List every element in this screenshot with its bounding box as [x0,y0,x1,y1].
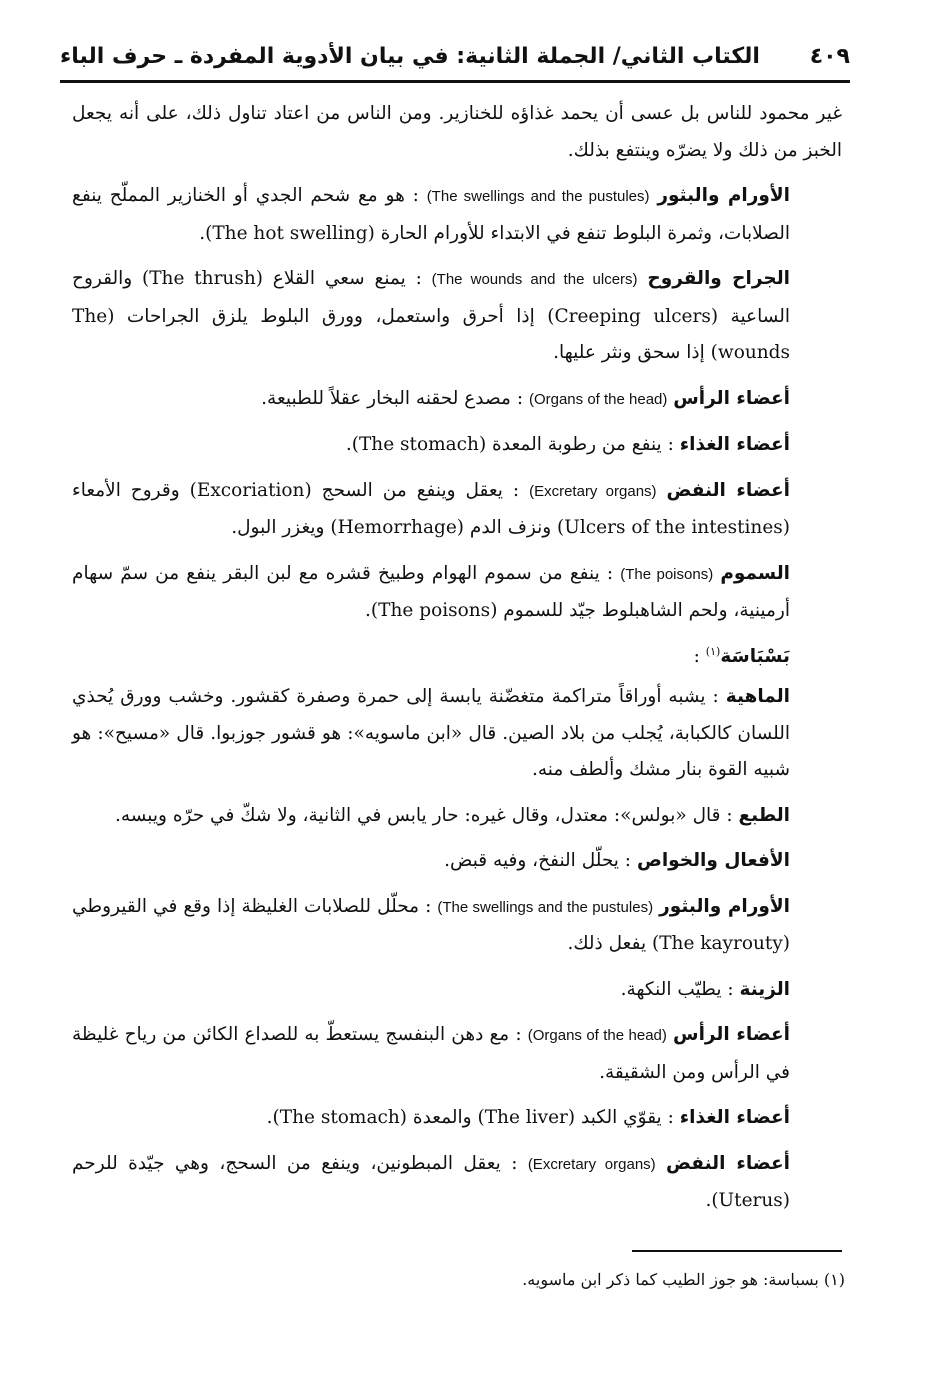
english-gloss: (Excretary organs) [529,482,657,500]
english-gloss: (Excretary organs) [527,1155,656,1173]
section-term: أعضاء النفض [666,1152,790,1174]
english-gloss: (The swellings and the pustules) [437,898,654,916]
paragraph [72,178,842,252]
footnote-rule [632,1250,842,1252]
paragraph [72,843,842,880]
paragraph-text: غير محمود للناس بل عسى أن يحمد غذاؤه للخنازير. ومن الناس من اعتاد تناول ذلك، على أنه يجعل الخبز من ذلك ولا يضرّه وينتفع بذلك. [72,103,842,161]
entry-heading [72,634,842,676]
paragraph [72,381,842,419]
page-number: ٤٠٩ [809,43,850,69]
paragraph [72,798,842,835]
section-term: الماهية [725,686,790,708]
paragraph [72,556,842,630]
section-term: أعضاء الرأس [673,387,790,409]
paragraph-text: : ينفع من سموم الهوام وطبيخ قشره مع لبن البقر ينفع من سمّ سهام أرمينية، ولحم الشاهبلوط جيّد للسموم (The poisons). [72,562,790,621]
header-rule [60,80,850,83]
paragraph-text: : هو مع شحم الجدي أو الخنازير المملّح ينفع الصلابات، وثمرة البلوط تنفع في الابتداء للأورام الحارة (The hot swelling). [72,185,790,244]
paragraph [72,1017,842,1091]
paragraph-text: : مع دهن البنفسج يستعطّ به للصداع الكائن من رياح غليظة في الرأس ومن الشقيقة. [72,1024,790,1083]
header-title: الكتاب الثاني/ الجملة الثانية: في بيان الأدوية المفردة ـ حرف الباء [60,43,760,69]
footnote-marker: (١) [823,1270,845,1289]
section-term: الجراح والقروح [647,268,790,289]
footnote-text: بسباسة: هو جوز الطيب كما ذكر ابن ماسويه. [522,1270,819,1289]
english-gloss: (Organs of the head) [527,1027,667,1045]
section-term: أعضاء الغذاء [679,1107,790,1129]
footnote [300,1266,845,1294]
paragraph-text: : يطيّب النكهة. [620,978,734,1000]
paragraph-text: : يشبه أوراقاً متراكمة متغضّنة يابسة إلى حمرة وصفرة كقشور. وخشب وورق يُحذي اللسان كالكبابة، يُجلب من بلاد الصين. قال «ابن ماسويه»: هو قشور جوزبوا. قال «مسيح»: هو شبيه القوة بنار مشك وألطف منه. [72,686,790,781]
paragraph-text: : يعقل المبطونين، وينفع من السحج، وهي جيّدة للرحم (Uterus). [72,1152,790,1212]
paragraph [72,427,842,464]
paragraph-text: : يحلّل النفخ، وفيه قبض. [444,850,632,872]
page-body [72,96,842,1229]
section-term: الأورام والبثور [659,895,790,917]
footnote-reference: (١) [705,644,721,658]
entry-colon: : [693,645,700,667]
running-header [60,36,850,76]
paragraph [72,972,842,1009]
paragraph-text: : مصدع لحقنه البخار عقلاً للطبيعة. [261,387,524,409]
paragraph-text: : يمنع سعي القلاع (The thrush) والقروح الساعية (Creeping ulcers) إذا أحرق واستعمل، وورق البلوط يلزق الجراحات (The wounds) إذا سحق ونثر عليها. [72,268,790,363]
paragraph [72,473,842,547]
paragraph [72,889,842,963]
paragraph-text: : محلّل للصلابات الغليظة إذا وقع في القيروطي (The kayrouty) يفعل ذلك. [72,895,790,955]
section-term: الزينة [739,978,790,1000]
paragraph [72,679,842,789]
section-term: السموم [720,562,790,584]
paragraph [72,1146,842,1220]
section-term: أعضاء النفض [666,479,790,501]
entry-word: بَسْبَاسَة [720,645,790,667]
section-term: أعضاء الرأس [673,1024,791,1046]
section-term: الأورام والبثور [657,185,790,206]
paragraph [72,261,842,372]
section-term: الأفعال والخواص [636,850,790,872]
paragraph-text: : ينفع من رطوبة المعدة (The stomach). [345,434,674,455]
english-gloss: (The swellings and the pustules) [426,188,650,205]
section-term: أعضاء الغذاء [679,434,790,455]
paragraph-text: : يقوّي الكبد (The liver) والمعدة (The stomach). [266,1107,674,1129]
paragraph [72,96,842,169]
english-gloss: (Organs of the head) [528,390,668,408]
paragraph-text: : يعقل وينفع من السحج (Excoriation) وقروح الأمعاء (Ulcers of the intestines) ونزف الدم (Hemorrhage) ويغزر البول. [72,479,790,538]
english-gloss: (The poisons) [620,565,714,583]
paragraph-text: : قال «بولس»: معتدل، وقال غيره: حار يابس في الثانية، ولا شكّ في حرّه ويبسه. [114,804,733,826]
paragraph [72,1100,842,1137]
section-term: الطبع [738,804,790,826]
english-gloss: (The wounds and the ulcers) [431,271,638,288]
